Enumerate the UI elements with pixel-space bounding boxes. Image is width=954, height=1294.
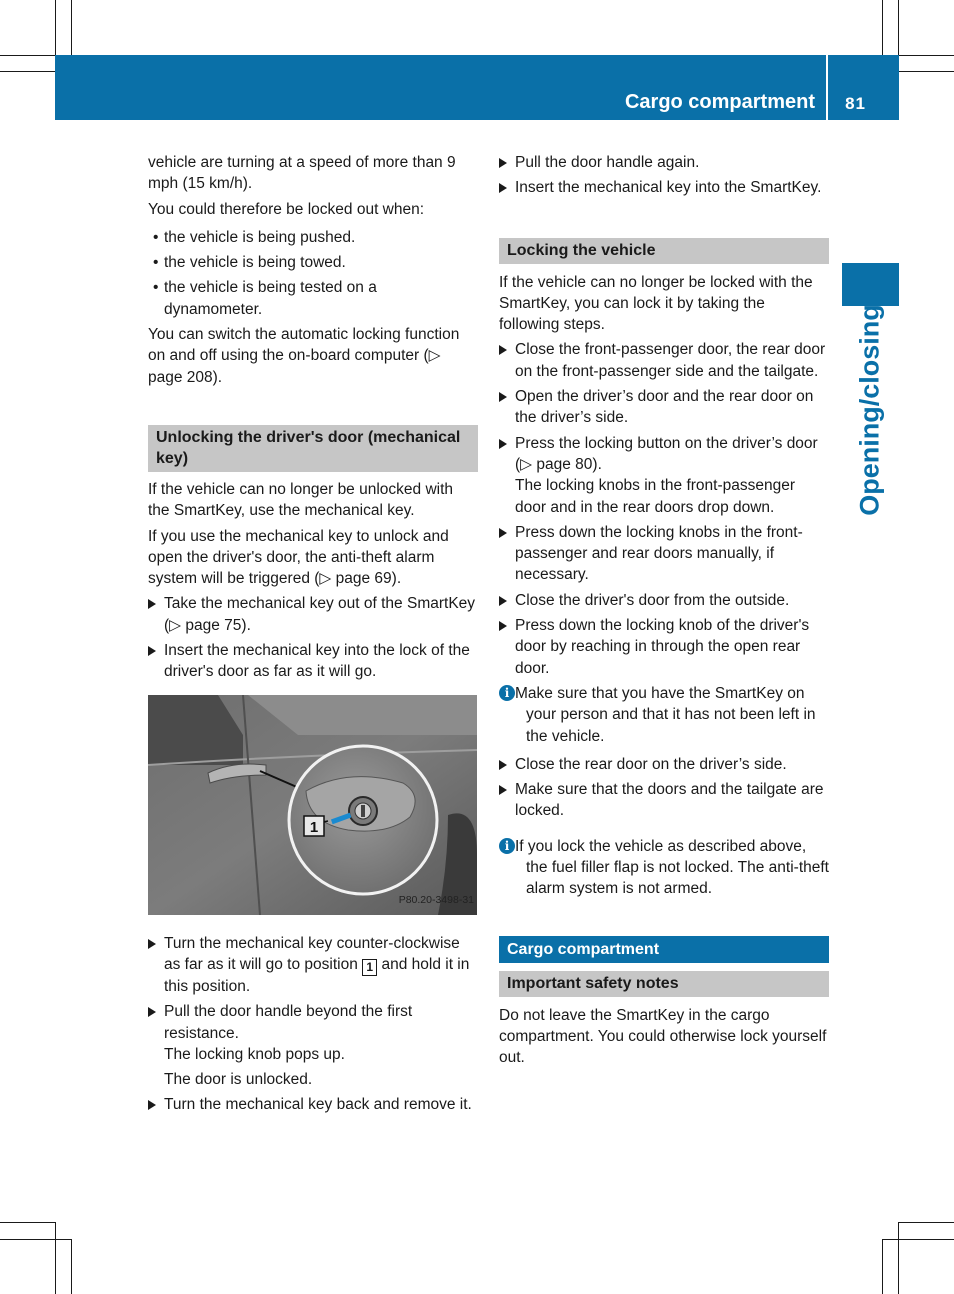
step-item: Turn the mechanical key counter-clockwise as far as it will go to position 1 and hold it in this position. [148, 933, 478, 998]
list-item: • the vehicle is being tested on a dynamometer. [153, 279, 377, 318]
info-note: i Make sure that you have the SmartKey on your person and that it has not been left in the vehicle. [499, 683, 829, 747]
step-arrow-icon [148, 646, 156, 656]
step-arrow-icon [499, 621, 507, 631]
page-number: 81 [845, 94, 866, 113]
info-icon: i [499, 838, 515, 854]
step-item: Pull the door handle again. [499, 152, 829, 173]
step-arrow-icon [499, 345, 507, 355]
crop-mark [899, 55, 954, 56]
crop-mark [0, 1222, 55, 1223]
crop-mark [882, 1239, 883, 1294]
door-handle-photo [148, 695, 477, 915]
step-item: Take the mechanical key out of the SmartKey (▷ page 75). [148, 593, 478, 636]
chapter-label: Opening/closing [854, 304, 885, 516]
step-item: Make sure that the doors and the tailgate are locked. [499, 779, 829, 822]
crop-mark [55, 1222, 56, 1294]
step-arrow-icon [499, 596, 507, 606]
step-item: Close the rear door on the driver’s side. [499, 754, 829, 775]
step-arrow-icon [499, 528, 507, 538]
door-unlocked: The door is unlocked. [164, 1071, 313, 1089]
step-arrow-icon [499, 392, 507, 402]
crop-mark [71, 0, 72, 55]
info-note: i If you lock the vehicle as described above, the fuel filler flap is not locked. The anti-theft alarm system is not armed. [499, 836, 829, 900]
step-item: Close the driver's door from the outside. [499, 590, 829, 611]
step-arrow-icon [499, 183, 507, 193]
section-heading-locking: Locking the vehicle [499, 238, 829, 264]
step-arrow-icon [499, 760, 507, 770]
step-arrow-icon [148, 939, 156, 949]
step-item: Pull the door handle beyond the first resistance. [148, 1001, 478, 1044]
crop-mark [899, 71, 954, 72]
bullet-icon: • [153, 279, 159, 297]
header-title: Cargo compartment [624, 91, 815, 113]
step-item: Close the front-passenger door, the rear door on the front-passenger side and the tailgate. [499, 339, 829, 382]
right-column [499, 152, 829, 1073]
door-lock-illustration [148, 695, 477, 915]
step-item: Press the locking button on the driver’s door (▷ page 80). [499, 433, 829, 476]
crop-mark [0, 55, 55, 56]
info-icon: i [499, 685, 515, 701]
step-item: Open the driver’s door and the rear door on the driver’s side. [499, 386, 829, 429]
pull-result: The locking knob pops up. [164, 1045, 345, 1063]
figure-callout: 1 [309, 818, 319, 836]
step-arrow-icon [499, 158, 507, 168]
subsection-heading-safety: Important safety notes [499, 971, 829, 997]
crop-mark [71, 1239, 72, 1294]
press-result: The locking knobs in the front-passenger door and in the rear doors drop down. [515, 477, 796, 516]
crop-mark [899, 1222, 954, 1223]
cargo-paragraph: Do not leave the SmartKey in the cargo compartment. You could otherwise lock yourself out. [499, 1006, 827, 1067]
figure-code: P80.20-3498-31 [398, 894, 474, 907]
intro-line: vehicle are turning at a speed of more than 9 mph (15 km/h). [148, 154, 456, 193]
step-arrow-icon [148, 599, 156, 609]
unlock-para-1: If the vehicle can no longer be unlocked with the SmartKey, use the mechanical key. [148, 480, 454, 520]
step-arrow-icon [148, 1100, 156, 1110]
locking-intro: If the vehicle can no longer be locked with the SmartKey, you can lock it by taking the following steps. [499, 273, 813, 334]
list-item: • the vehicle is being pushed. [148, 227, 478, 248]
header-divider [826, 55, 828, 120]
left-column [148, 152, 478, 1120]
section-heading-cargo: Cargo compartment [499, 936, 829, 963]
step-item: Insert the mechanical key into the SmartKey. [499, 177, 829, 198]
crop-mark [882, 0, 883, 55]
step-arrow-icon [499, 439, 507, 449]
step-item: Turn the mechanical key back and remove it. [148, 1094, 478, 1115]
switch-paragraph: You can switch the automatic locking function on and off using the on-board computer (▷ page 208). [148, 326, 460, 386]
step-item: Insert the mechanical key into the lock of the driver's door as far as it will go. [148, 640, 478, 683]
page-header [55, 55, 899, 120]
bullet-icon: • [153, 228, 159, 246]
step-arrow-icon [148, 1007, 156, 1017]
step-arrow-icon [499, 785, 507, 795]
crop-mark [0, 1239, 71, 1240]
position-key-box: 1 [362, 959, 377, 976]
crop-mark [882, 1239, 954, 1240]
section-heading-unlocking: Unlocking the driver's door (mechanical key) [148, 425, 478, 472]
list-item: • the vehicle is being towed. [148, 252, 478, 273]
unlock-para-2: If you use the mechanical key to unlock and open the driver's door, the anti-theft alarm system will be triggered (▷ page 69). [148, 527, 449, 588]
chapter-tab [842, 263, 899, 306]
crop-mark [0, 71, 55, 72]
crop-mark [898, 1222, 899, 1294]
bullet-icon: • [153, 254, 159, 272]
step-item: Press down the locking knobs in the front-passenger and rear doors manually, if necessary. [499, 522, 829, 586]
step-item: Press down the locking knob of the driver's door by reaching in through the open rear door. [499, 615, 829, 679]
locked-out-intro: You could therefore be locked out when: [148, 200, 425, 218]
